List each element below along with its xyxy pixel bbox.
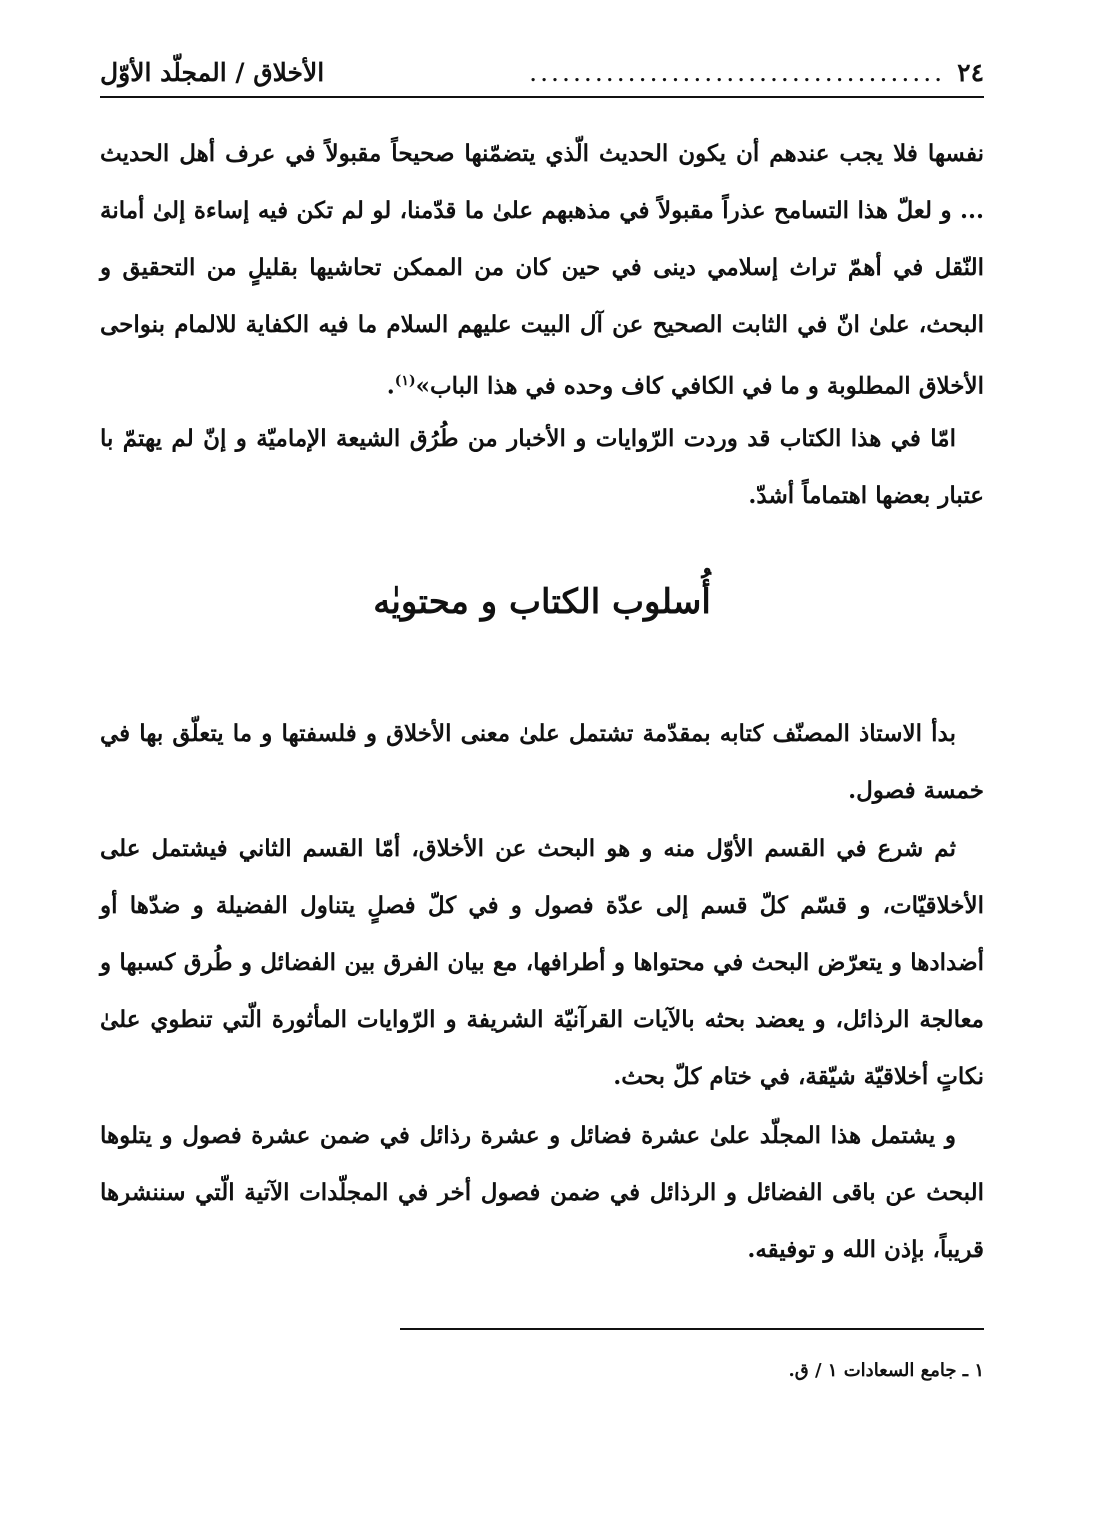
paragraph-text: نفسها فلا يجب عندهم أن يكون الحديث الّذي يتضمّنها صحيحاً مقبولاً في عرف أهل الحديث ... و لعلّ هذا التسامح عذراً مقبولاً في مذهبهم علىٰ ما قدّمنا، لو لم تكن فيه إساءة إلىٰ أمانة النّقل في أهمّ تراث إسلامي دينى في حين كان من الممكن تحاشيها بقليلٍ من التحقيق و البحث، علىٰ انّ في الثابت الصحيح عن آل البيت عليهم السلام ما فيه الكفاية للالمام بنواحى الأخلاق المطلوبة و ما في الكافي كاف وحده في هذا الباب» [100, 140, 984, 400]
section-heading: أُسلوب الكتاب و محتويٰه [373, 582, 711, 622]
paragraph-narrations: امّا في هذا الكتاب قد وردت الرّوايات و الأخبار من طُرُق الشيعة الإماميّة و إنّ لم يهتمّ با عتبار بعضها اهتماماً أشدّ. [100, 425, 984, 509]
running-header [100, 52, 984, 92]
paragraph-structure: ثم شرع في القسم الأوّل منه و هو البحث عن الأخلاق، أمّا القسم الثاني فيشتمل على الأخلاقيّات، و قسّم كلّ قسم إلى عدّة فصول و في كلّ فصلٍ يتناول الفضيلة و ضدّها أو أضدادها و يتعرّض البحث في محتواها و أطرافها، مع بيان الفرق بين الفضائل و طُرق كسبها و معالجة الرذائل، و يعضد بحثه بالآيات القرآنيّة الشريفة و الرّوايات المأثورة الّتي تنطوي علىٰ نكاتٍ أخلاقيّة شيّقة، في ختام كلّ بحث. [100, 835, 984, 1090]
header-leader-dots: ...................................... [529, 57, 946, 87]
footnote: ١ ـ جامع السعادات ١ / ق. [788, 1360, 984, 1381]
paragraph-quote-end [100, 125, 984, 415]
paragraph-introduction: بدأ الاستاذ المصنّف كتابه بمقدّمة تشتمل علىٰ معنى الأخلاق و فلسفتها و ما يتعلّق بها في خمسة فصول. [100, 720, 984, 804]
paragraph-volume-contents: و يشتمل هذا المجلّد علىٰ عشرة فضائل و عشرة رذائل في ضمن عشرة فصول و يتلوها البحث عن باقى الفضائل و الرذائل في ضمن فصول أخر في المجلّدات الآتية الّتي سننشرها قريباً، بإذن الله و توفيقه. [100, 1122, 984, 1263]
footnote-reference: (١) [394, 373, 416, 389]
footnote-rule [400, 1328, 984, 1330]
paragraph-period: . [386, 372, 395, 400]
header-title: الأخلاق / المجلّد الأوّل [100, 57, 325, 87]
page-number: ٢٤ [957, 57, 984, 87]
header-rule [100, 96, 984, 98]
